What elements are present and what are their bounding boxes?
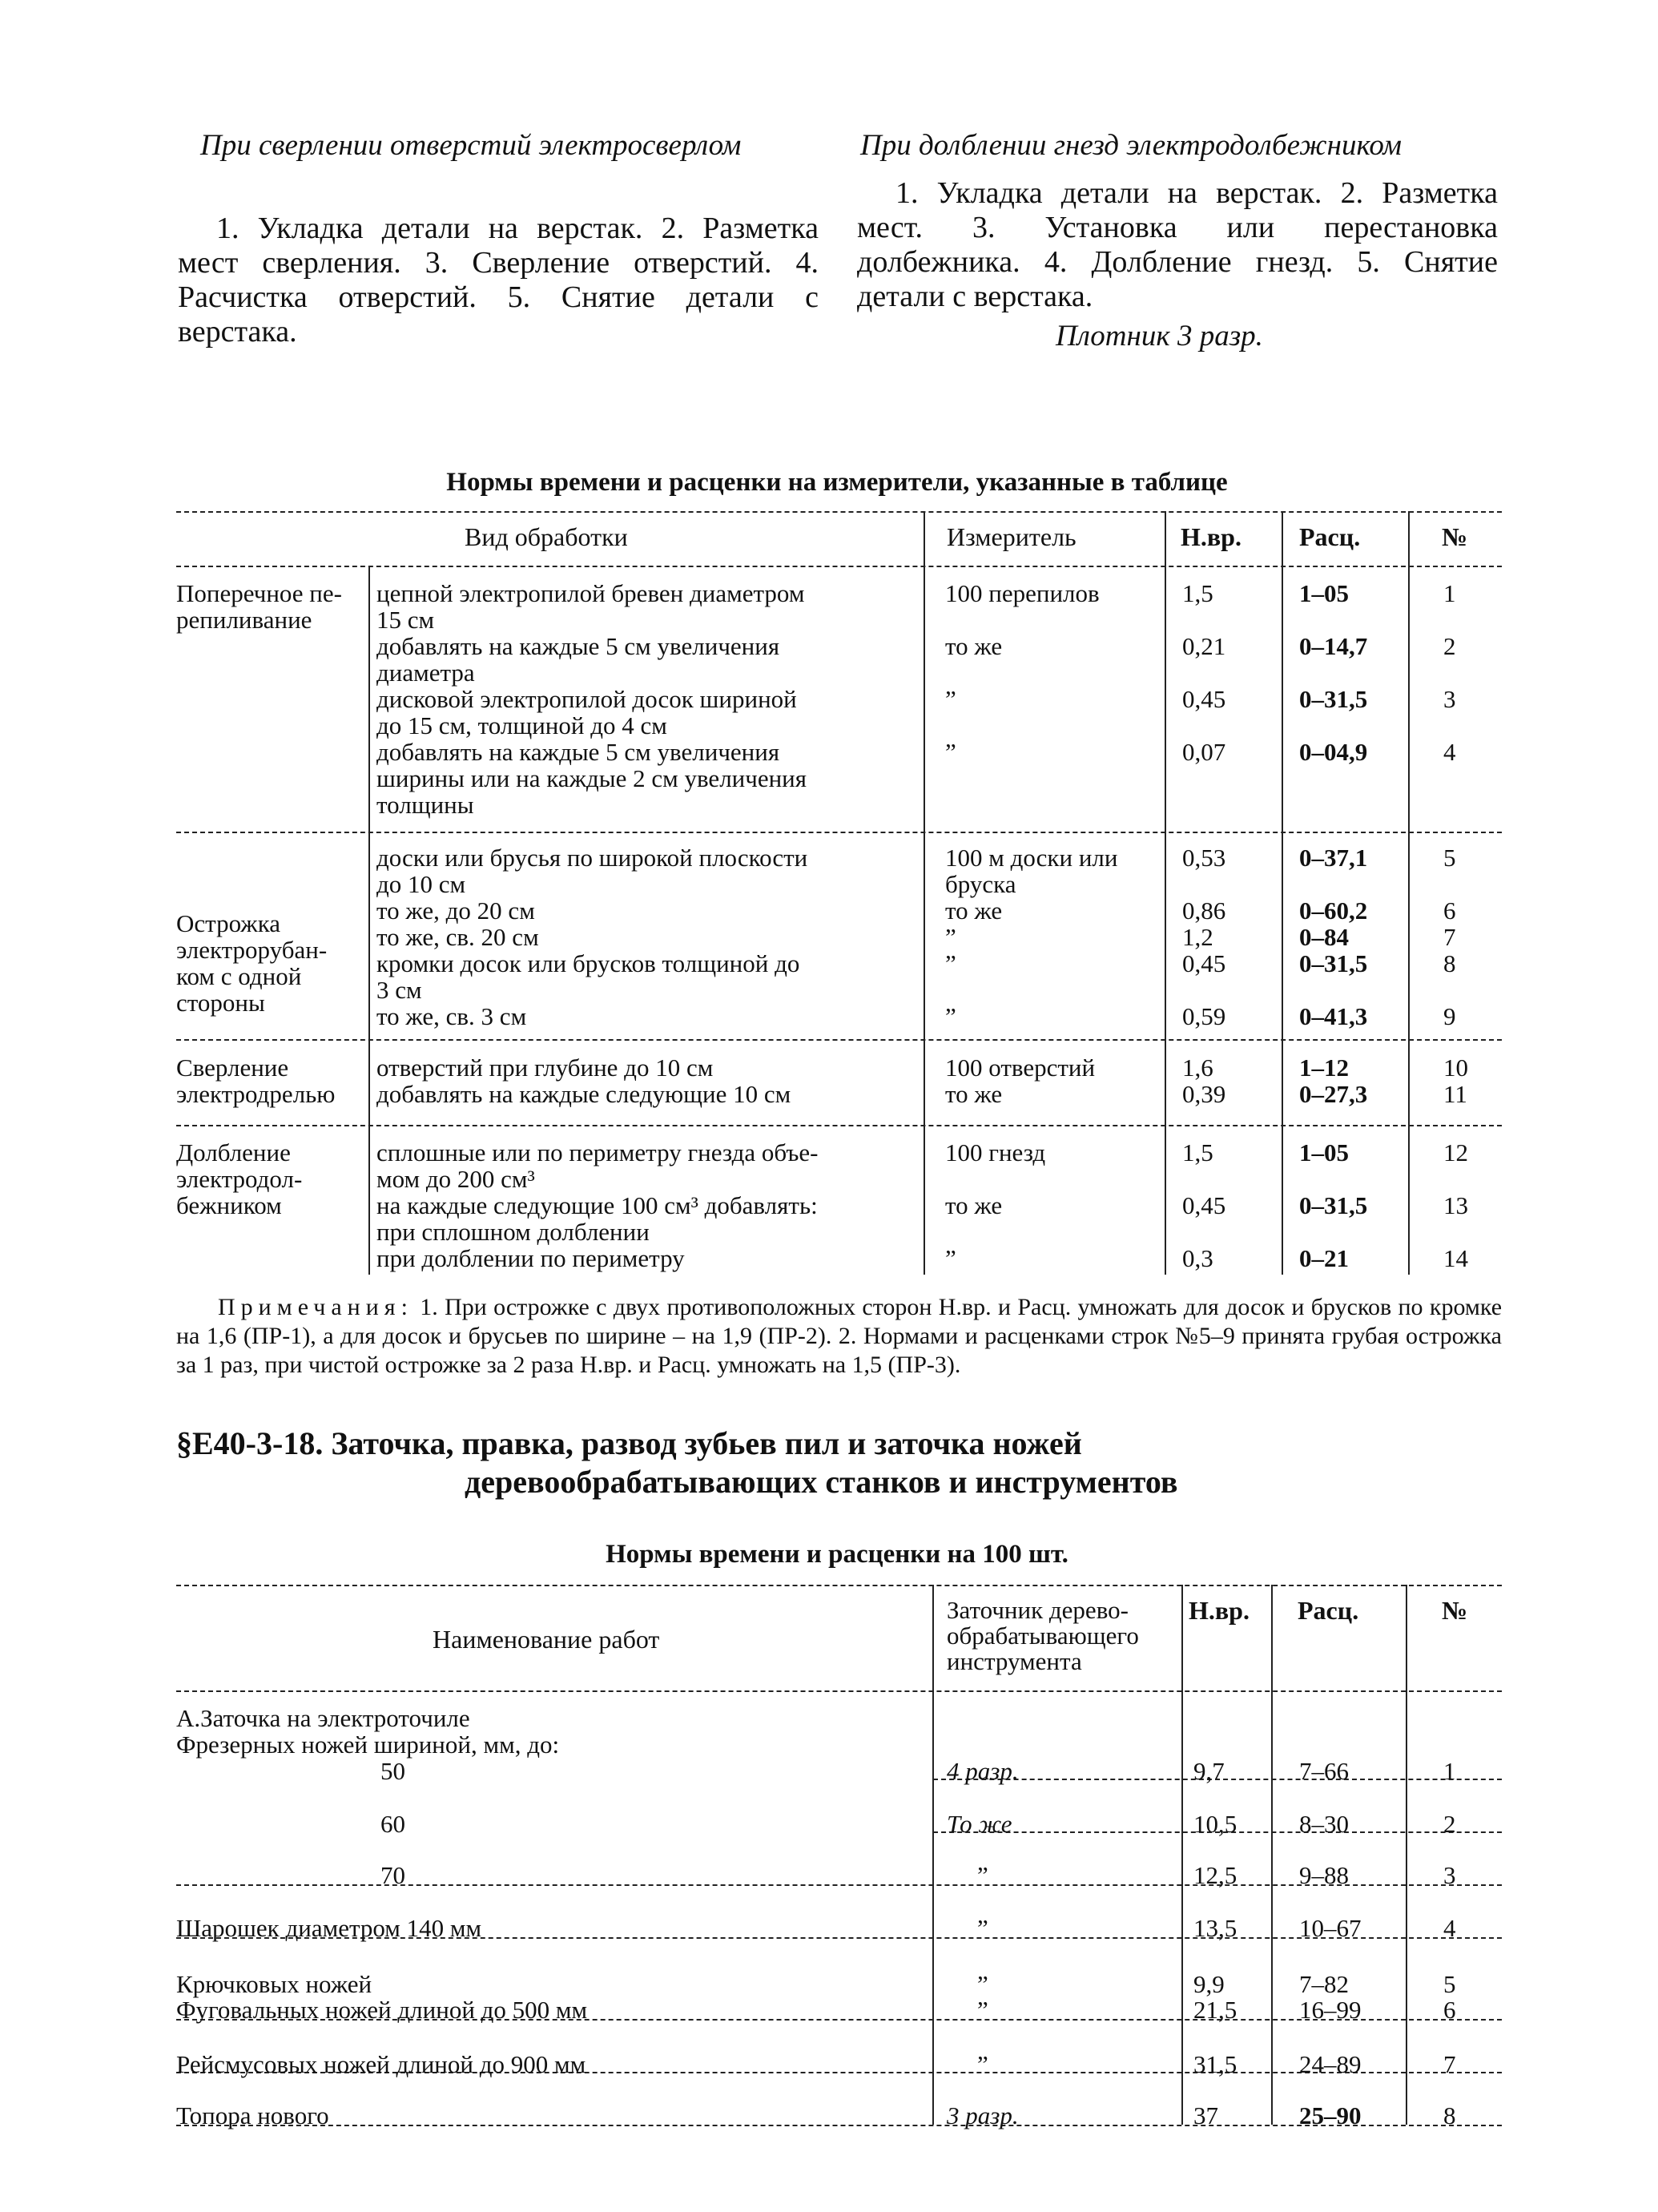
row-name: Топора нового (176, 2101, 329, 2129)
row-unit: то же (945, 896, 1003, 925)
row-no: 11 (1443, 1080, 1467, 1108)
row-desc: добавлять на каждые 5 см увеличения диаметра (376, 632, 780, 687)
row-no: 7 (1443, 923, 1456, 951)
row-unit: то же (945, 632, 1003, 660)
notes-text: 1. При острожке с двух противоположных сторон Н.вр. и Расц. умножать для досок и брусков по кромке на 1,6 (ПР-1), а для досок и брусьев по ширине – на 1,9 (ПР-2). 2. Нормами и расценками строк №5–9 принята грубая острожка за 1 раз, при чистой острожке за 2 раза Н.вр. и Расц. умножать на 1,5 (ПР-3). (176, 1294, 1503, 1378)
row-rate: 7–66 (1299, 1757, 1349, 1785)
row-norm: 0,45 (1182, 1191, 1226, 1219)
row-norm: 9,9 (1193, 1970, 1225, 1998)
row-no: 2 (1443, 632, 1456, 660)
row-no: 12 (1443, 1138, 1468, 1166)
table2 (176, 1583, 1502, 2148)
row-norm: 0,3 (1182, 1244, 1213, 1272)
table1 (176, 510, 1502, 1275)
row-desc: отверстий при глубине до 10 см (376, 1054, 714, 1082)
row-no: 1 (1443, 1757, 1456, 1785)
row-name: Рейсмусовых ножей длиной до 900 мм (176, 2050, 586, 2078)
row-no: 14 (1443, 1244, 1468, 1272)
row-desc: то же, до 20 см (376, 896, 535, 925)
row-unit: то же (945, 1191, 1003, 1219)
th-name: Наименование работ (433, 1625, 660, 1654)
row-norm: 0,45 (1182, 685, 1226, 713)
row-no: 3 (1443, 1861, 1456, 1889)
row-desc: то же, св. 3 см (376, 1002, 527, 1030)
row-desc: цепной электропилой бревен диаметром 15 см (376, 579, 805, 634)
row-rate: 0–21 (1299, 1244, 1349, 1272)
row-no: 8 (1443, 2101, 1456, 2129)
left-paragraph: 1. Укладка детали на верстак. 2. Разметка мест сверления. 3. Сверление отверстий. 4. Расчистка отверстий. 5. Снятие детали с верстака. (178, 212, 819, 349)
row-desc: при долблении по периметру (376, 1244, 685, 1272)
row-unit: ” (945, 738, 956, 766)
table2-caption: Нормы времени и расценки на 100 шт. (606, 1540, 1068, 1569)
row-name: 60 (380, 1810, 405, 1838)
row-name: Фуговальных ножей длиной до 500 мм (176, 1996, 588, 2024)
row-name: Шарошек диаметром 140 мм (176, 1914, 482, 1942)
row-unit: то же (945, 1080, 1003, 1108)
row-worker: То же (947, 1810, 1012, 1838)
row-norm: 31,5 (1193, 2050, 1237, 2078)
row-worker: 3 разр. (947, 2101, 1019, 2129)
row-worker: ” (977, 1914, 988, 1942)
row-norm: 0,53 (1182, 844, 1226, 872)
row-rate: 0–84 (1299, 923, 1349, 951)
row-norm: 13,5 (1193, 1914, 1237, 1942)
th-type: Вид обработки (465, 522, 628, 551)
row-rate: 25–90 (1299, 2101, 1362, 2129)
row-rate: 10–67 (1299, 1914, 1362, 1942)
row-unit: 100 отверстий (945, 1054, 1096, 1082)
th-norm: Н.вр. (1181, 522, 1241, 551)
row-no: 5 (1443, 1970, 1456, 1998)
row-norm: 0,39 (1182, 1080, 1226, 1108)
th-rate: Расц. (1298, 1596, 1359, 1625)
row-norm: 0,59 (1182, 1002, 1226, 1030)
row-name: 70 (380, 1861, 405, 1889)
group-crosscut: Поперечное пе- репиливание (176, 579, 342, 634)
row-rate: 9–88 (1299, 1861, 1349, 1889)
row-rate: 0–41,3 (1299, 1002, 1368, 1030)
row-desc: то же, св. 20 см (376, 923, 539, 951)
row-norm: 9,7 (1193, 1757, 1225, 1785)
notes-label: Примечания: (218, 1294, 413, 1320)
row-rate: 7–82 (1299, 1970, 1349, 1998)
row-unit: ” (945, 1244, 956, 1272)
row-rate: 0–60,2 (1299, 896, 1368, 925)
row-desc: дисковой электропилой досок шириной до 15 см, толщиной до 4 см (376, 685, 797, 739)
row-worker: ” (977, 2050, 988, 2078)
row-rate: 1–12 (1299, 1054, 1349, 1082)
row-unit: 100 гнезд (945, 1138, 1046, 1166)
row-desc: добавлять на каждые следующие 10 см (376, 1080, 791, 1108)
row-desc: сплошные или по периметру гнезда объе- мом до 200 см³ (376, 1138, 819, 1193)
worker-grade: Плотник 3 разр. (1056, 320, 1263, 353)
row-rate: 24–89 (1299, 2050, 1362, 2078)
row-rate: 0–27,3 (1299, 1080, 1368, 1108)
row-norm: 21,5 (1193, 1996, 1237, 2024)
row-worker: ” (977, 1970, 988, 1998)
th-rate: Расц. (1299, 522, 1361, 551)
row-norm: 12,5 (1193, 1861, 1237, 1889)
row-no: 8 (1443, 949, 1456, 977)
th-worker: Заточник дерево- обрабатывающего инструмента (947, 1596, 1139, 1675)
row-no: 4 (1443, 738, 1456, 766)
row-rate: 0–04,9 (1299, 738, 1368, 766)
row-no: 1 (1443, 579, 1456, 607)
row-rate: 1–05 (1299, 1138, 1349, 1166)
table1-caption: Нормы времени и расценки на измерители, указанные в таблице (446, 468, 1228, 497)
row-no: 4 (1443, 1914, 1456, 1942)
row-norm: 1,5 (1182, 1138, 1213, 1166)
th-norm: Н.вр. (1189, 1596, 1250, 1625)
row-desc: на каждые следующие 100 см³ добавлять: при сплошном долблении (376, 1191, 818, 1246)
row-norm: 0,45 (1182, 949, 1226, 977)
row-rate: 0–31,5 (1299, 949, 1368, 977)
row-rate: 8–30 (1299, 1810, 1349, 1838)
row-worker: 4 разр. (947, 1757, 1019, 1785)
row-worker: ” (977, 1861, 988, 1889)
right-heading: При долблении гнезд электродолбежником (860, 129, 1402, 162)
section-title-line1: §Е40-3-18. Заточка, правка, развод зубьев пил и заточка ножей (176, 1425, 1082, 1461)
row-no: 5 (1443, 844, 1456, 872)
row-rate: 0–31,5 (1299, 1191, 1368, 1219)
row-norm: 0,21 (1182, 632, 1226, 660)
group-a-heading: А.Заточка на электроточиле Фрезерных ножей шириной, мм, до: (176, 1704, 560, 1759)
row-name: Крючковых ножей (176, 1970, 372, 1998)
row-rate: 0–31,5 (1299, 685, 1368, 713)
row-worker: ” (977, 1996, 988, 2024)
row-no: 2 (1443, 1810, 1456, 1838)
row-no: 6 (1443, 1996, 1456, 2024)
row-no: 6 (1443, 896, 1456, 925)
row-norm: 0,86 (1182, 896, 1226, 925)
group-planing: Острожка электрорубан- ком с одной стороны (176, 909, 328, 1017)
notes (176, 1293, 1502, 1380)
th-unit: Измеритель (947, 522, 1076, 551)
row-norm: 10,5 (1193, 1810, 1237, 1838)
row-desc: кромки досок или брусков толщиной до 3 см (376, 949, 800, 1004)
row-unit: 100 перепилов (945, 579, 1100, 607)
row-norm: 0,07 (1182, 738, 1226, 766)
row-rate: 1–05 (1299, 579, 1349, 607)
row-rate: 0–14,7 (1299, 632, 1368, 660)
row-unit: ” (945, 949, 956, 977)
group-drilling: Сверление электродрелью (176, 1054, 336, 1108)
row-norm: 1,5 (1182, 579, 1213, 607)
row-unit: 100 м доски или бруска (945, 844, 1118, 898)
row-unit: ” (945, 923, 956, 951)
row-name: 50 (380, 1757, 405, 1785)
row-desc: доски или брусья по широкой плоскости до 10 см (376, 844, 808, 898)
row-desc: добавлять на каждые 5 см увеличения ширины или на каждые 2 см увеличения толщины (376, 738, 807, 819)
row-no: 9 (1443, 1002, 1456, 1030)
row-unit: ” (945, 685, 956, 713)
th-no: № (1442, 1596, 1468, 1625)
row-no: 7 (1443, 2050, 1456, 2078)
right-paragraph: 1. Укладка детали на верстак. 2. Разметка мест. 3. Установка или перестановка долбежника. 4. Долбление гнезд. 5. Снятие детали с верстака. (857, 176, 1498, 313)
row-unit: ” (945, 1002, 956, 1030)
th-no: № (1442, 522, 1468, 551)
row-no: 10 (1443, 1054, 1468, 1082)
row-no: 3 (1443, 685, 1456, 713)
section-title-line2: деревообрабатывающих станков и инструментов (465, 1464, 1178, 1500)
left-heading: При сверлении отверстий электросверлом (200, 129, 742, 162)
group-mortising: Долбление электродол- бежником (176, 1138, 303, 1219)
row-norm: 1,2 (1182, 923, 1213, 951)
row-norm: 1,6 (1182, 1054, 1213, 1082)
row-norm: 37 (1193, 2101, 1218, 2129)
row-rate: 0–37,1 (1299, 844, 1368, 872)
row-no: 13 (1443, 1191, 1468, 1219)
row-rate: 16–99 (1299, 1996, 1362, 2024)
